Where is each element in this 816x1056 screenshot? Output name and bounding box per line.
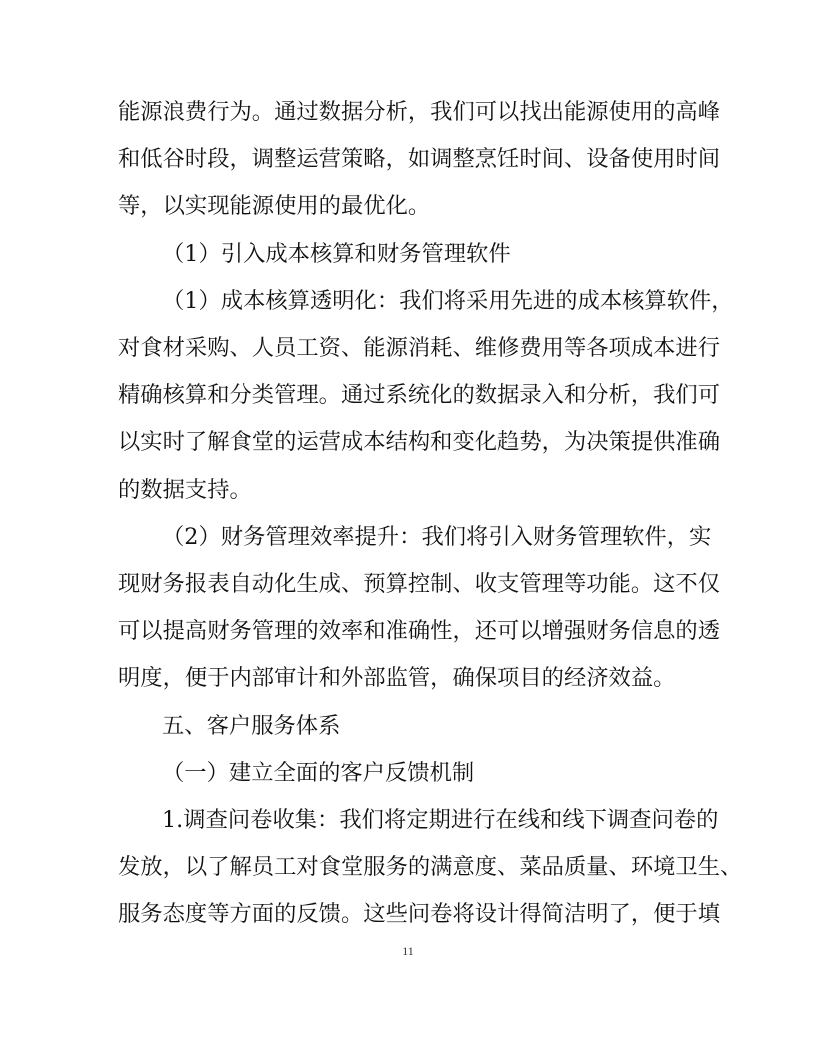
- paragraph-line: 和低谷时段，调整运营策略，如调整烹饪时间、设备使用时间: [118, 146, 721, 172]
- subsection-heading: （一）建立全面的客户反馈机制: [162, 760, 475, 786]
- paragraph-line: 可以提高财务管理的效率和准确性，还可以增强财务信息的透: [118, 618, 721, 644]
- paragraph-line: 1.调查问卷收集：我们将定期进行在线和线下调查问卷的: [162, 807, 719, 833]
- paragraph-line: 对食材采购、人员工资、能源消耗、维修费用等各项成本进行: [118, 335, 721, 361]
- paragraph-line: 发放，以了解员工对食堂服务的满意度、菜品质量、环境卫生、: [118, 854, 743, 880]
- paragraph-line: 精确核算和分类管理。通过系统化的数据录入和分析，我们可: [118, 382, 721, 408]
- page-number: 11: [402, 944, 414, 958]
- paragraph-line: 的数据支持。: [118, 477, 252, 503]
- paragraph-line: 等，以实现能源使用的最优化。: [118, 193, 431, 219]
- paragraph-line: 现财务报表自动化生成、预算控制、收支管理等功能。这不仅: [118, 571, 721, 597]
- paragraph-line: （1）成本核算透明化：我们将采用先进的成本核算软件，: [162, 288, 734, 314]
- section-heading: （1）引入成本核算和财务管理软件: [162, 241, 511, 267]
- paragraph-line: （2）财务管理效率提升：我们将引入财务管理软件，实: [162, 524, 712, 550]
- paragraph-line: 服务态度等方面的反馈。这些问卷将设计得简洁明了，便于填: [118, 901, 721, 927]
- paragraph-line: 能源浪费行为。通过数据分析，我们可以找出能源使用的高峰: [118, 99, 721, 125]
- section-heading: 五、客户服务体系: [162, 713, 341, 739]
- paragraph-line: 明度，便于内部审计和外部监管，确保项目的经济效益。: [118, 665, 676, 691]
- paragraph-line: 以实时了解食堂的运营成本结构和变化趋势，为决策提供准确: [118, 429, 721, 455]
